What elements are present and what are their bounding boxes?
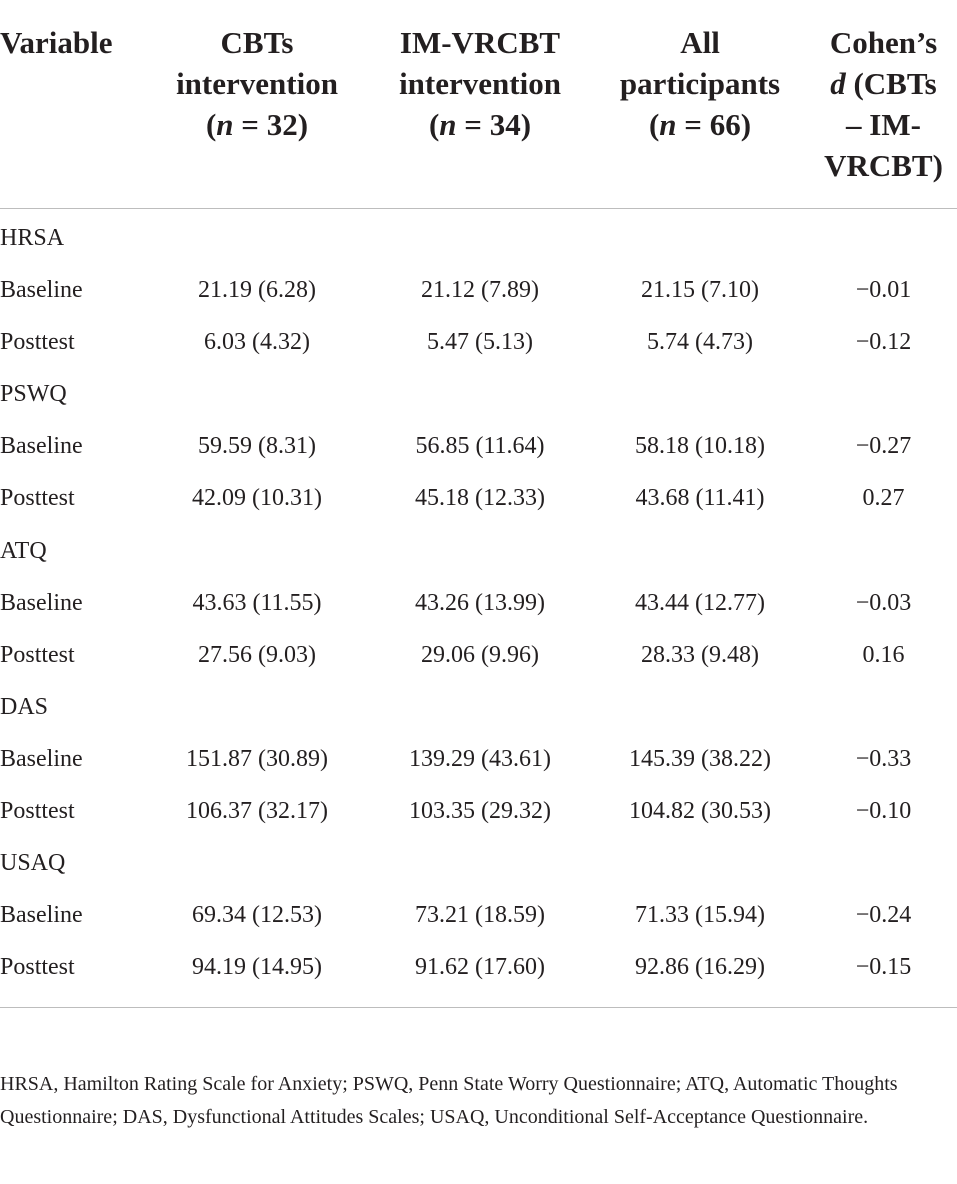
- cell-imvr: 45.18 (12.33): [415, 485, 545, 512]
- cell-imvr: 21.12 (7.89): [421, 277, 539, 304]
- cell-all: 43.68 (11.41): [635, 485, 765, 512]
- cell-cbt: 6.03 (4.32): [204, 329, 310, 356]
- cell-cbt: 21.19 (6.28): [198, 277, 316, 304]
- header-cohen-line4: VRCBT): [824, 148, 943, 183]
- cell-all: 145.39 (38.22): [629, 745, 771, 772]
- header-imvr: [380, 22, 580, 145]
- cell-cbt: 69.34 (12.53): [192, 902, 322, 929]
- cell-cohen-d: −0.33: [855, 745, 912, 772]
- header-cohen-line3: – IM-: [846, 107, 921, 142]
- header-variable: [0, 22, 140, 63]
- cell-imvr: 56.85 (11.64): [415, 433, 545, 460]
- cell-all: 28.33 (9.48): [641, 641, 759, 668]
- table-row: [0, 837, 957, 889]
- cell-cbt: 151.87 (30.89): [186, 745, 328, 772]
- header-cbt-n-label: n: [216, 107, 234, 142]
- row-label: Posttest: [0, 329, 75, 356]
- table-row: [0, 420, 957, 472]
- header-all-n-value: = 66: [676, 107, 741, 142]
- cell-imvr: 5.47 (5.13): [427, 329, 533, 356]
- table-row: [0, 889, 957, 941]
- table-row: [0, 785, 957, 837]
- row-label: PSWQ: [0, 381, 67, 408]
- header-imvr-n-value: = 34: [456, 107, 521, 142]
- cell-all: 92.86 (16.29): [635, 954, 765, 981]
- cell-cohen-d: 0.16: [862, 641, 905, 668]
- table-row: [0, 681, 957, 733]
- table-row: [0, 941, 957, 993]
- header-imvr-line2: intervention: [399, 66, 561, 101]
- cell-all: 21.15 (7.10): [641, 277, 759, 304]
- row-label: Baseline: [0, 589, 83, 616]
- header-cbt: [157, 22, 357, 145]
- cell-all: 43.44 (12.77): [635, 589, 765, 616]
- row-label: Posttest: [0, 954, 75, 981]
- cell-cbt: 94.19 (14.95): [192, 954, 322, 981]
- cell-cohen-d: −0.03: [855, 589, 912, 616]
- table-bottom-rule: [0, 1007, 957, 1008]
- row-label: Baseline: [0, 433, 83, 460]
- row-label: Posttest: [0, 485, 75, 512]
- cell-all: 104.82 (30.53): [629, 798, 771, 825]
- header-imvr-line1: IM-VRCBT: [399, 25, 561, 60]
- row-label: Posttest: [0, 641, 75, 668]
- cell-imvr: 29.06 (9.96): [421, 641, 539, 668]
- cell-all: 71.33 (15.94): [635, 902, 765, 929]
- header-cbt-n: (n = 32): [205, 107, 309, 142]
- header-all-line1: All: [680, 25, 720, 60]
- header-all-n-label: n: [659, 107, 677, 142]
- cell-cohen-d: −0.10: [855, 798, 912, 825]
- cell-all: 5.74 (4.73): [647, 329, 753, 356]
- row-label: Baseline: [0, 277, 83, 304]
- row-label: ATQ: [0, 537, 47, 564]
- header-imvr-n-label: n: [439, 107, 457, 142]
- table-row: [0, 368, 957, 420]
- header-all: [600, 22, 800, 145]
- row-label: Posttest: [0, 798, 75, 825]
- cell-cohen-d: −0.01: [855, 277, 912, 304]
- cell-cohen-d: −0.27: [855, 433, 912, 460]
- header-cbt-line2: intervention: [176, 66, 338, 101]
- table-row: [0, 525, 957, 577]
- header-cohen-d: [810, 22, 957, 186]
- cell-imvr: 103.35 (29.32): [409, 798, 551, 825]
- header-cohen-line1: Cohen’s: [829, 25, 938, 60]
- cell-cbt: 27.56 (9.03): [198, 641, 316, 668]
- header-variable-text: Variable: [0, 25, 113, 60]
- table-row: [0, 472, 957, 524]
- cell-all: 58.18 (10.18): [635, 433, 765, 460]
- cell-imvr: 91.62 (17.60): [415, 954, 545, 981]
- header-cbt-line1: CBTs: [220, 25, 294, 60]
- cell-cbt: 59.59 (8.31): [198, 433, 316, 460]
- table-row: [0, 212, 957, 264]
- table-row: [0, 316, 957, 368]
- cell-cohen-d: −0.12: [855, 329, 912, 356]
- cell-cohen-d: −0.24: [855, 902, 912, 929]
- header-imvr-n: (n = 34): [428, 107, 532, 142]
- cell-imvr: 43.26 (13.99): [415, 589, 545, 616]
- cell-imvr: 139.29 (43.61): [409, 745, 551, 772]
- header-cohen-line2: [810, 63, 957, 104]
- cell-cbt: 42.09 (10.31): [192, 485, 322, 512]
- row-label: HRSA: [0, 225, 65, 251]
- row-label: Baseline: [0, 902, 83, 929]
- cell-imvr: 73.21 (18.59): [415, 902, 545, 929]
- cell-cohen-d: 0.27: [862, 485, 905, 512]
- header-all-line2: participants: [619, 66, 781, 101]
- table-footnote: HRSA, Hamilton Rating Scale for Anxiety; PSWQ, Penn State Worry Questionnaire; ATQ, Automatic Thoughts Questionnaire; DAS, Dysfunctional Attitudes Scales; USAQ, Unconditional Self-Acceptance Questionnaire.: [0, 1073, 898, 1128]
- table-row: [0, 629, 957, 681]
- cell-cbt: 43.63 (11.55): [192, 589, 322, 616]
- table-row: [0, 577, 957, 629]
- table-header: [0, 0, 957, 209]
- row-label: USAQ: [0, 850, 66, 877]
- cell-cohen-d: −0.15: [855, 954, 912, 981]
- header-all-n: (n = 66): [648, 107, 752, 142]
- table-body: [0, 209, 957, 993]
- header-cbt-n-value: = 32: [233, 107, 298, 142]
- header-cohen-line2-rest: (CBTs: [845, 66, 937, 101]
- table-row: [0, 264, 957, 316]
- header-cohen-d-label: d: [830, 66, 846, 101]
- table-row: [0, 733, 957, 785]
- cell-cbt: 106.37 (32.17): [186, 798, 328, 825]
- row-label: DAS: [0, 693, 49, 720]
- row-label: Baseline: [0, 745, 83, 772]
